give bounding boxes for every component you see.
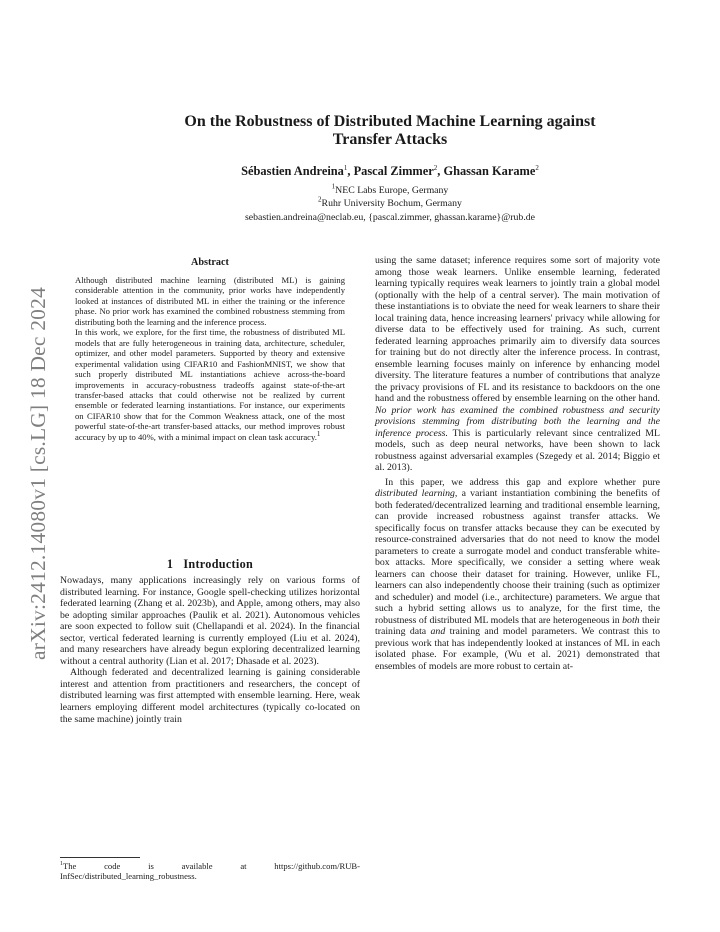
affiliation-mark: 2 bbox=[318, 195, 322, 204]
abstract-paragraph: Although distributed machine learning (distributed ML) is gaining considerable attention in the community, prior works have independently looked at instances of distributed ML in either the training or the inference phase. No prior work has examined the combined robustness stemming from distributing both the learning and the inference process. bbox=[75, 275, 345, 327]
abstract-paragraph-text: In this work, we explore, for the first time, the robustness of distributed ML models that are fully heterogeneous in training data, architecture, scheduler, optimizer, and other model parameters. Supported by theory and extensive experimental validation using CIFAR10 and FashionMNIST, we show that such properly distributed ML instantiations achieve across-the-board improvements in accuracy-robustness tradeoffs against state-of-the-art transfer-based attacks that could otherwise not be realized by current ensemble or federated learning instantiations. For instance, our experiments on CIFAR10 show that for the Common Weakness attack, one of the most powerful state-of-the-art transfer-based attacks, our method improves robust accuracy by up to 40%, with a minimal impact on clean task accuracy. bbox=[75, 327, 345, 442]
body-paragraph bbox=[375, 477, 660, 673]
body-paragraph: Although federated and decentralized learning is gaining considerable interest and attention from practitioners and researchers, the concept of distributed learning was first attempted with ensemble learning. Here, weak learners employing different model architectures (typically co-located on the same machine) jointly train bbox=[60, 667, 360, 725]
author-separator: , bbox=[347, 164, 354, 178]
body-text: using the same dataset; inference requires some sort of majority vote among those weak learners. Unlike ensemble learning, federated learning typically requires weak learners to jointly train a global model (optionally with the help of a central server). The main motivation of these instantiations is to obviate the need for weak learners to share their local training data, hence increasing learners' privacy while allowing for diverse data to be effectively used for training. As such, current federated learning approaches primarily aim to diversify data sources for training but do not directly alter the inference process. In contrast, ensemble learning focuses mainly on inference by enhancing model diversity. The literature features a number of contributions that analyze the privacy provisions of FL and its resistance to backdoors on the one hand and the robustness offered by ensemble learning on the other hand. bbox=[375, 255, 660, 404]
right-column-body bbox=[375, 255, 660, 672]
paper-title bbox=[60, 113, 720, 149]
author-affil-mark: 2 bbox=[433, 163, 438, 172]
abstract-paragraph bbox=[75, 327, 345, 442]
abstract-heading: Abstract bbox=[191, 257, 229, 268]
abstract-body bbox=[75, 275, 345, 442]
body-text-emphasis: both bbox=[622, 614, 640, 626]
affiliation-text: NEC Labs Europe, Germany bbox=[335, 185, 449, 196]
body-text-emphasis: distributed learning bbox=[375, 488, 455, 499]
section-title: Introduction bbox=[183, 557, 254, 571]
paper-title-line-2: Transfer Attacks bbox=[332, 131, 448, 148]
author-affil-mark: 2 bbox=[535, 163, 539, 172]
author-emails: sebastien.andreina@neclab.eu, {pascal.zimmer, ghassan.karame}@rub.de bbox=[244, 212, 536, 223]
arxiv-identifier: arXiv:2412.14080v1 [cs.LG] 18 Dec 2024 bbox=[26, 286, 50, 660]
author-affil-mark: 1 bbox=[343, 163, 348, 172]
body-text: their training data bbox=[375, 614, 661, 637]
section-heading-introduction bbox=[60, 557, 360, 572]
body-text-emphasis: No prior work has examined the combined robustness and security provisions stemming from distributing both the learning and the inference process. bbox=[375, 404, 660, 439]
footnote-mark: 1 bbox=[60, 861, 63, 868]
footnote-mark: 1 bbox=[316, 429, 321, 438]
affiliation-text: Ruhr University Bochum, Germany bbox=[321, 198, 462, 209]
footnote-text: The code is available at https://github.com/RUB-InfSec/distributed_learning_robustness. bbox=[60, 861, 360, 882]
author-list bbox=[60, 164, 720, 179]
footnote bbox=[60, 861, 360, 882]
body-text: In this paper, we address this gap and explore whether pure bbox=[385, 476, 660, 488]
body-text: training and model parameters. We contrast this to previous work that has independently looked at instances of ML in each isolated phase. For example, (Wu et al. 2021) demonstrated that ensembles of models are more robust to certain at- bbox=[375, 626, 661, 672]
body-text: , a variant instantiation combining the benefits of both federated/decentralized learning and traditional ensemble learning, can provide increased robustness against transfer attacks. We specifically focus on transfer attacks because they can be executed by resource-constrained adversaries that do not need to know the model parameters to create a surrogate model and conduct transferable white-box attacks. More specifically, we consider a setting where weak learners can choose their dataset for training. However, unlike FL, learners can also independently choose their training (such as optimizer and scheduler) and model (i.e., architecture) parameters. We argue that such a hybrid setting allows us to analyze, for the first time, the robustness of distributed ML models that are heterogeneous in bbox=[375, 488, 660, 626]
author-name: Ghassan Karame bbox=[443, 164, 536, 178]
body-paragraph: Nowadays, many applications increasingly rely on various forms of distributed learning. For instance, Google spell-checking utilizes horizontal federated learning (Zhang et al. 2023b), and Apple, among others, may also be adopting similar approaches (Paulik et al. 2021). Autonomous vehicles are soon expected to follow suit (Chellapandi et al. 2024). In the financial sector, vertical federated learning is currently employed (Liu et al. 2024), and many researchers have already begun exploring decentralized learning without a central authority (Lian et al. 2017; Dhasade et al. 2023). bbox=[60, 575, 360, 667]
paper-title-line-1: On the Robustness of Distributed Machine Learning against bbox=[184, 113, 596, 130]
footnote-divider bbox=[60, 857, 140, 858]
body-paragraph bbox=[375, 255, 660, 474]
author-separator: , bbox=[437, 164, 444, 178]
affiliation-2 bbox=[60, 197, 720, 210]
body-text-emphasis: and bbox=[430, 626, 446, 637]
affiliation-1 bbox=[60, 184, 720, 197]
section-number: 1 bbox=[166, 557, 174, 571]
affiliation-mark: 1 bbox=[331, 182, 336, 191]
author-name: Sébastien Andreina bbox=[241, 164, 344, 178]
left-column-body bbox=[60, 575, 360, 725]
author-name: Pascal Zimmer bbox=[353, 164, 434, 178]
body-text: This is particularly relevant since centralized ML models, such as deep neural networks, have been shown to lack robustness against adversarial examples (Szegedy et al. 2014; Biggio et al. 2013). bbox=[375, 427, 660, 473]
